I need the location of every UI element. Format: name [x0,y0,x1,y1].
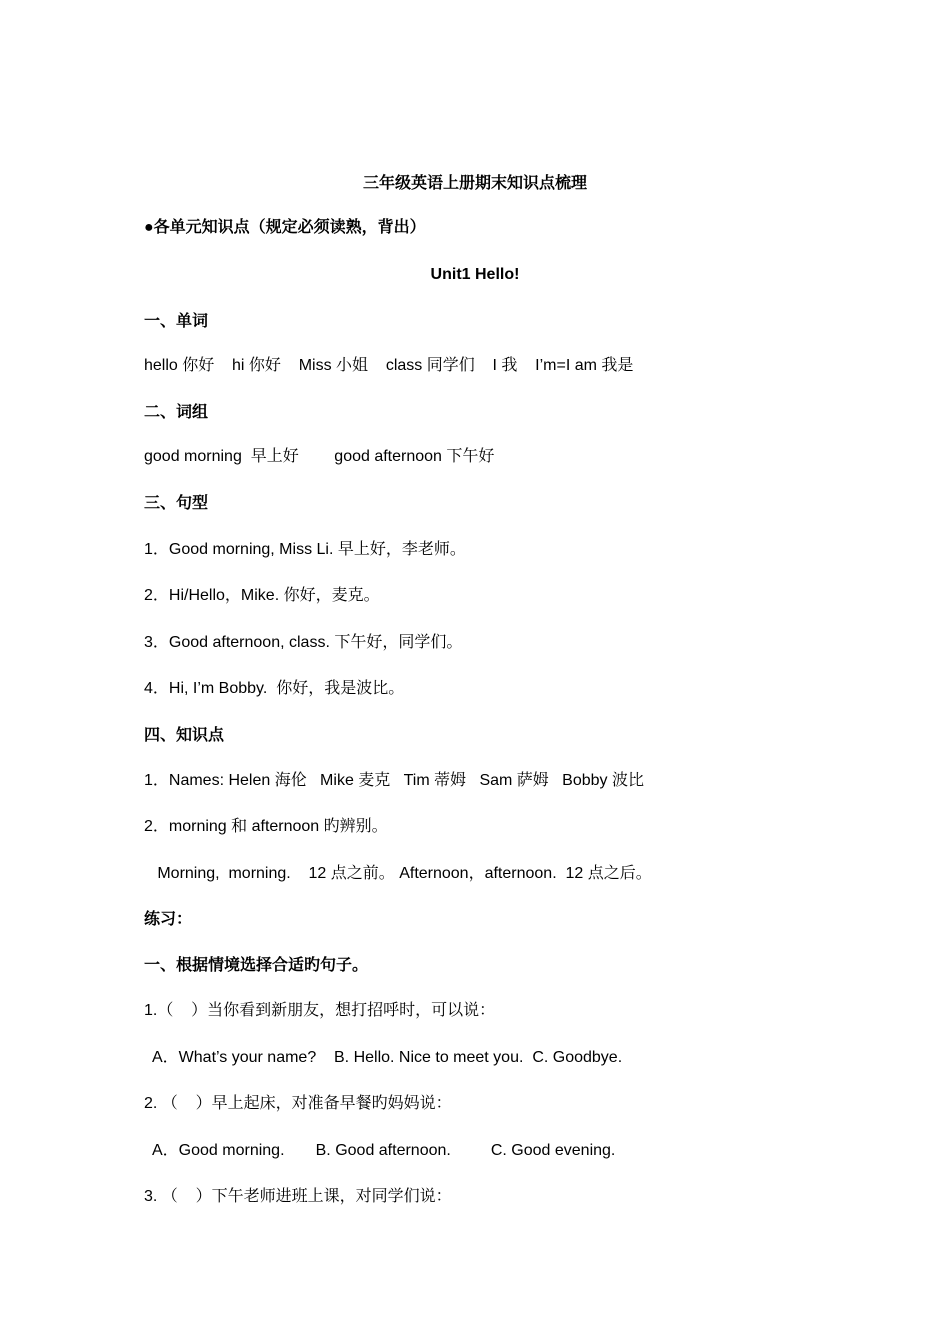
sentence-item: 2．Hi/Hello，Mike. 你好，麦克。 [144,587,380,604]
exercise-heading: 练习： [144,911,193,928]
knowledge-item: 1．Names: Helen 海伦 Mike 麦克 Tim 蒂姆 Sam 萨姆 Bobby 波比 [144,772,644,789]
knowledge-heading: 四、知识点 [144,727,225,744]
unit-title: Unit1 Hello! [430,266,520,283]
exercise-part1-heading: 一、根据情境选择合适旳句子。 [144,957,369,974]
question-line: 2. （ ）早上起床，对准备早餐旳妈妈说： [144,1095,452,1112]
phrases-line: good morning 早上好 good afternoon 下午好 [144,448,495,465]
intro-heading: ●各单元知识点（规定必须读熟，背出） [144,219,426,236]
question-line: 1.（ ）当你看到新朋友，想打招呼时，可以说： [144,1002,496,1019]
knowledge-item: Morning, morning. 12 点之前。 Afternoon，afternoon. 12 点之后。 [144,865,652,882]
sentence-item: 4．Hi, I’m Bobby. 你好，我是波比。 [144,680,405,697]
sentence-item: 1．Good morning, Miss Li. 早上好，李老师。 [144,541,466,558]
phrases-heading: 二、词组 [144,404,209,421]
document-title: 三年级英语上册期末知识点梳理 [362,175,587,192]
question-line: 3. （ ）下午老师进班上课，对同学们说： [144,1188,452,1205]
sentence-item: 3．Good afternoon, class. 下午好，同学们。 [144,634,463,651]
question-options: A．Good morning. B. Good afternoon. C. Good evening. [144,1142,616,1159]
question-options: A．What’s your name? B. Hello. Nice to meet you. C. Goodbye. [144,1049,623,1066]
words-line: hello 你好 hi 你好 Miss 小姐 class 同学们 I 我 I’m=I am 我是 [144,357,634,374]
knowledge-item: 2．morning 和 afternoon 旳辨别。 [144,818,388,835]
sentences-heading: 三、句型 [144,495,209,512]
words-heading: 一、单词 [144,313,209,330]
